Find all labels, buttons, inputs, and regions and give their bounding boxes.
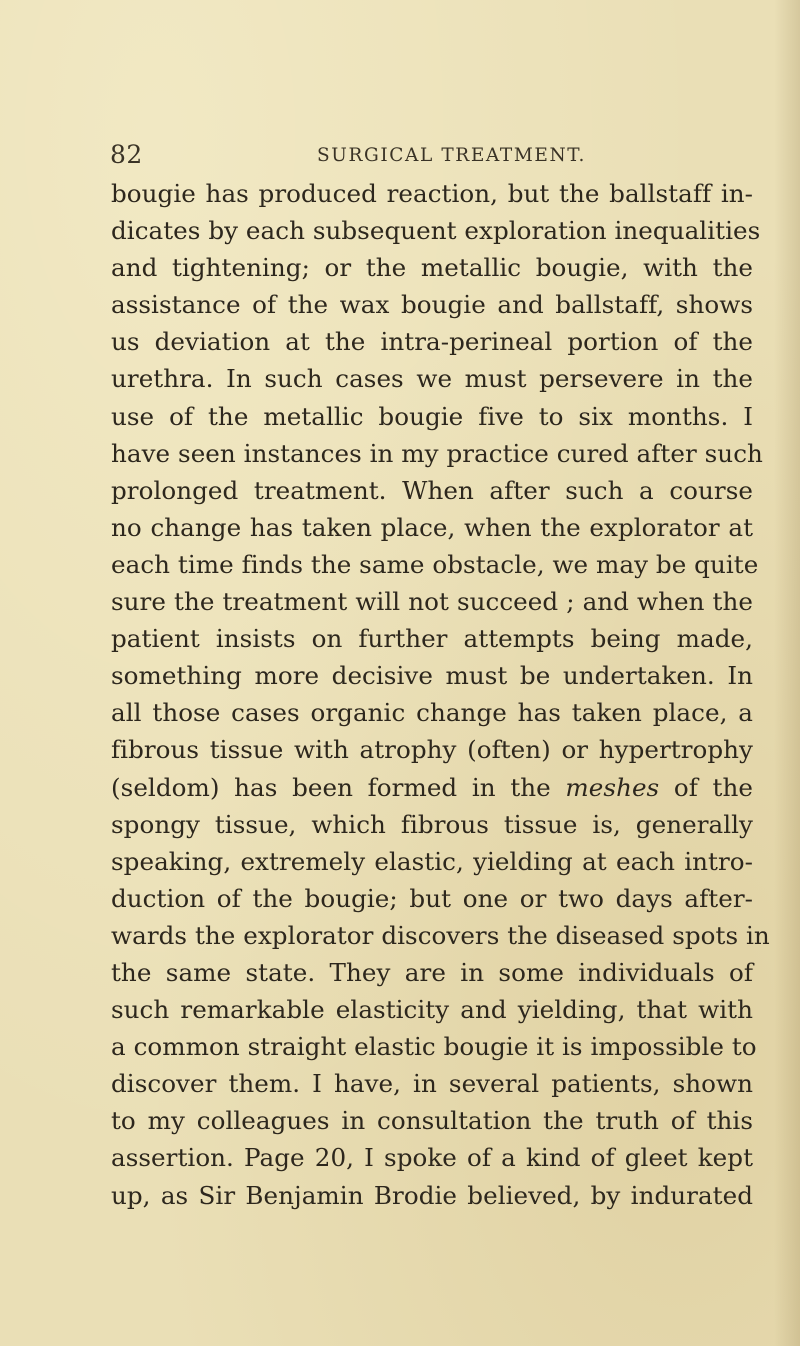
page-edge-shadow	[774, 0, 800, 1346]
text-line: assistance of the wax bougie and ballstaff, shows	[111, 290, 753, 320]
text-line: duction of the bougie; but one or two days after-	[111, 883, 753, 913]
text-line: up, as Sir Benjamin Brodie believed, by indurated	[111, 1180, 753, 1210]
text-line: to my colleagues in consultation the truth of this	[111, 1106, 753, 1136]
text-line: such remarkable elasticity and yielding, that with	[111, 995, 753, 1025]
text-line: spongy tissue, which fibrous tissue is, generally	[111, 809, 753, 839]
text-line: use of the metallic bougie five to six months. I	[111, 401, 753, 431]
text-line: fibrous tissue with atrophy (often) or hypertrophy	[111, 735, 753, 765]
text-line: assertion. Page 20, I spoke of a kind of gleet kept	[111, 1143, 753, 1173]
text-line: the same state. They are in some individuals of	[111, 957, 753, 987]
body-paragraph	[111, 175, 770, 1214]
text-line: patient insists on further attempts being made,	[111, 624, 753, 654]
italic-word: meshes	[565, 772, 660, 802]
text-line: wards the explorator discovers the diseased spots in	[111, 920, 770, 950]
text-line: dicates by each subsequent exploration inequalities	[111, 216, 761, 246]
text-line-with-italic	[111, 769, 753, 806]
text-line: speaking, extremely elastic, yielding at each intro-	[111, 846, 753, 876]
text-segment: of the	[673, 772, 753, 802]
text-line: us deviation at the intra-perineal portion of the	[111, 327, 753, 357]
text-line: each time finds the same obstacle, we may be quite	[111, 549, 759, 579]
text-line: and tightening; or the metallic bougie, with the	[111, 253, 753, 283]
page-number: 82	[110, 140, 143, 169]
text-line: a common straight elastic bougie it is impossible to	[111, 1032, 757, 1062]
text-line: no change has taken place, when the explorator at	[111, 512, 753, 542]
text-line: all those cases organic change has taken place, a	[111, 698, 753, 728]
text-line: sure the treatment will not succeed ; and when the	[111, 587, 753, 617]
text-line: have seen instances in my practice cured after such	[111, 438, 763, 468]
text-line: something more decisive must be undertaken. In	[111, 661, 753, 691]
text-line: urethra. In such cases we must persevere in the	[111, 364, 753, 394]
text-line: prolonged treatment. When after such a course	[111, 475, 753, 505]
text-segment: (seldom) has been formed in the	[111, 772, 551, 802]
running-title: SURGICAL TREATMENT.	[317, 145, 586, 166]
text-line: discover them. I have, in several patients, shown	[111, 1069, 753, 1099]
text-line: bougie has produced reaction, but the ballstaff in-	[111, 179, 753, 208]
running-head	[110, 140, 710, 174]
